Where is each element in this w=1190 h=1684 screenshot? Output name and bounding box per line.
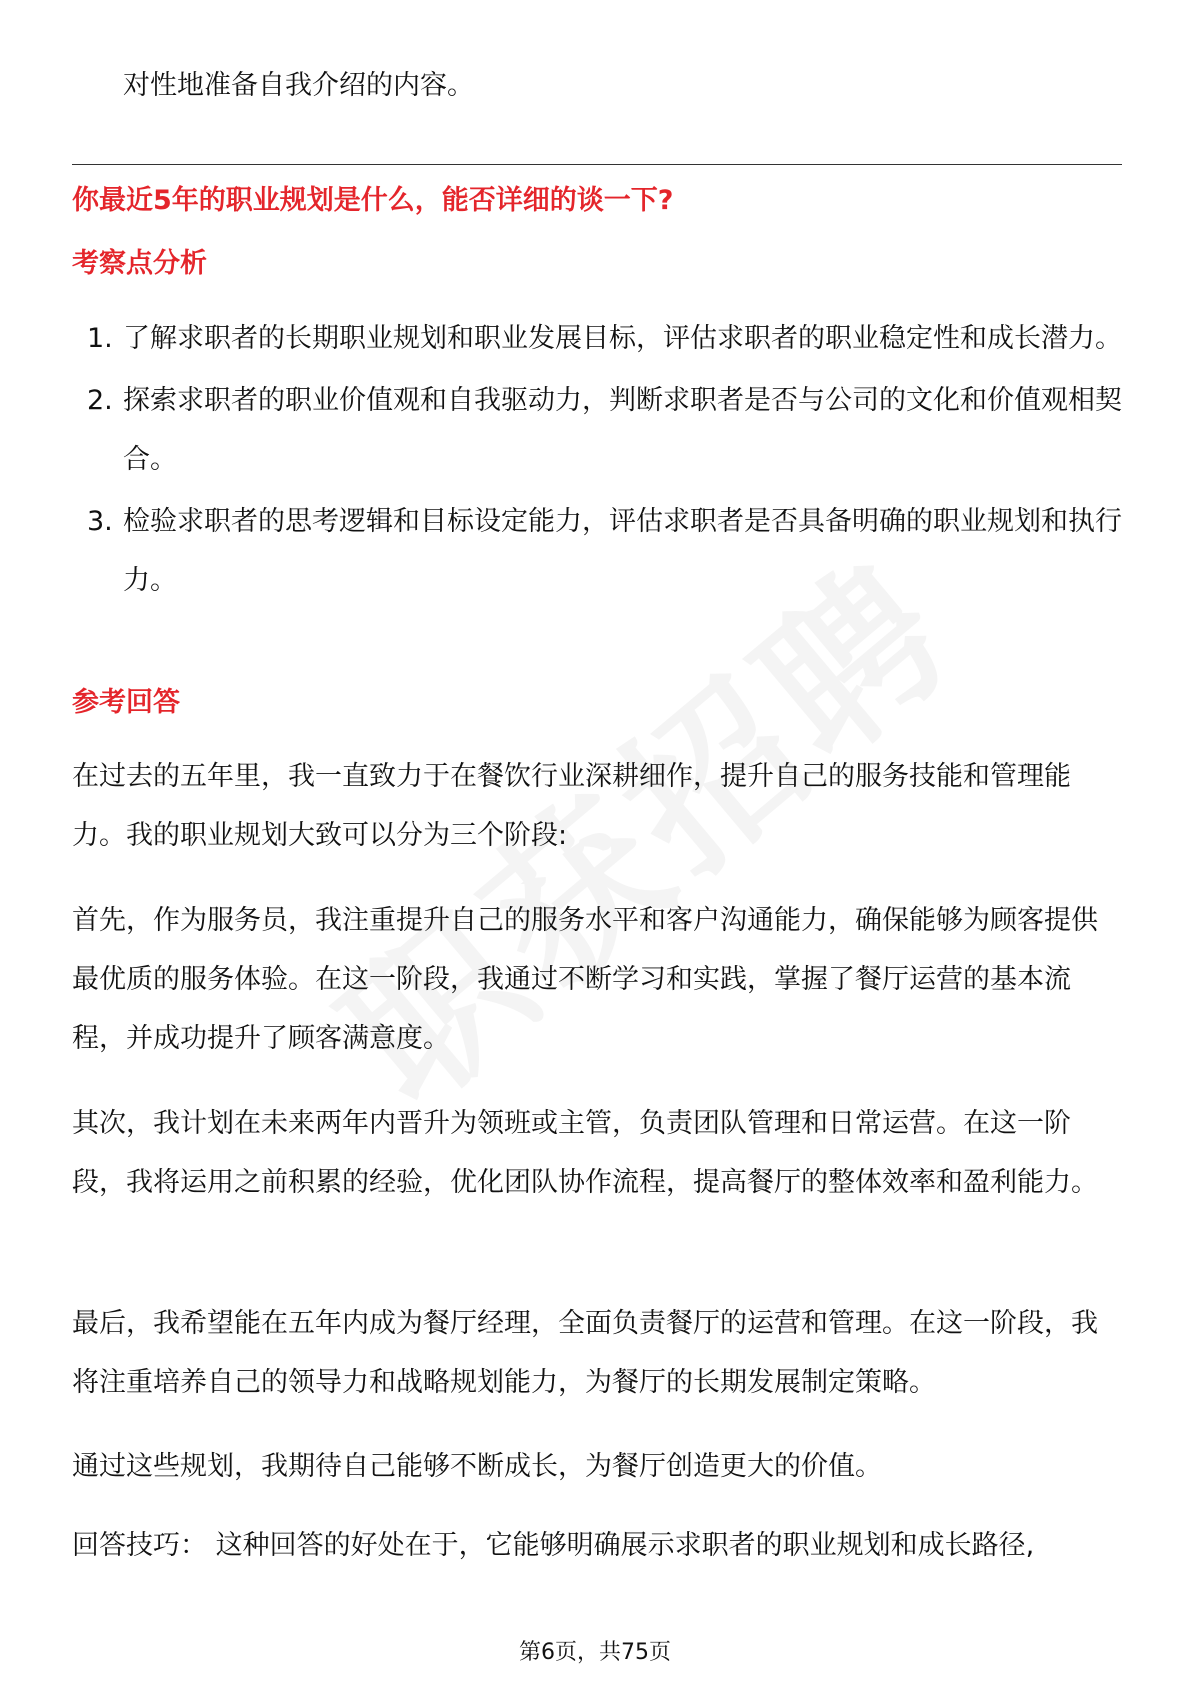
section-divider [72,164,1122,165]
answer-paragraph: 其次，我计划在未来两年内晋升为领班或主管，负责团队管理和日常运营。在这一阶段，我将运用之前积累的经验，优化团队协作流程，提高餐厅的整体效率和盈利能力。 [72,1108,1098,1198]
list-item-number: 3. [87,506,113,537]
list-item [72,309,1122,368]
answer-paragraph: 通过这些规划，我期待自己能够不断成长，为餐厅创造更大的价值。 [72,1451,882,1482]
list-item [72,492,1122,610]
list-item [72,371,1122,489]
list-item-text: 了解求职者的长期职业规划和职业发展目标，评估求职者的职业稳定性和成长潜力。 [123,323,1122,354]
list-item-number: 2. [87,385,113,416]
list-item-text: 检验求职者的思考逻辑和目标设定能力，评估求职者是否具备明确的职业规划和执行力。 [123,506,1122,596]
page-number: 第6页，共75页 [519,1640,671,1665]
list-item-text: 探索求职者的职业价值观和自我驱动力，判断求职者是否与公司的文化和价值观相契合。 [123,385,1122,475]
answer-paragraph: 在过去的五年里，我一直致力于在餐饮行业深耕细作，提升自己的服务技能和管理能力。我的职业规划大致可以分为三个阶段: [72,761,1071,851]
intro-continuation: 对性地准备自我介绍的内容。 [123,70,474,101]
answer-paragraph: 首先，作为服务员，我注重提升自己的服务水平和客户沟通能力，确保能够为顾客提供最优质的服务体验。在这一阶段，我通过不断学习和实践，掌握了餐厅运营的基本流程，并成功提升了顾客满意度。 [72,905,1098,1054]
answer-heading: 参考回答 [72,687,180,718]
list-item-number: 1. [87,323,113,354]
analysis-heading: 考察点分析 [72,248,207,279]
question-title: 你最近5年的职业规划是什么，能否详细的谈一下? [72,185,674,216]
analysis-list [72,309,1122,613]
answer-tips: 回答技巧： 这种回答的好处在于，它能够明确展示求职者的职业规划和成长路径, [72,1530,1035,1561]
answer-paragraph: 最后，我希望能在五年内成为餐厅经理，全面负责餐厅的运营和管理。在这一阶段，我将注重培养自己的领导力和战略规划能力，为餐厅的长期发展制定策略。 [72,1308,1098,1398]
